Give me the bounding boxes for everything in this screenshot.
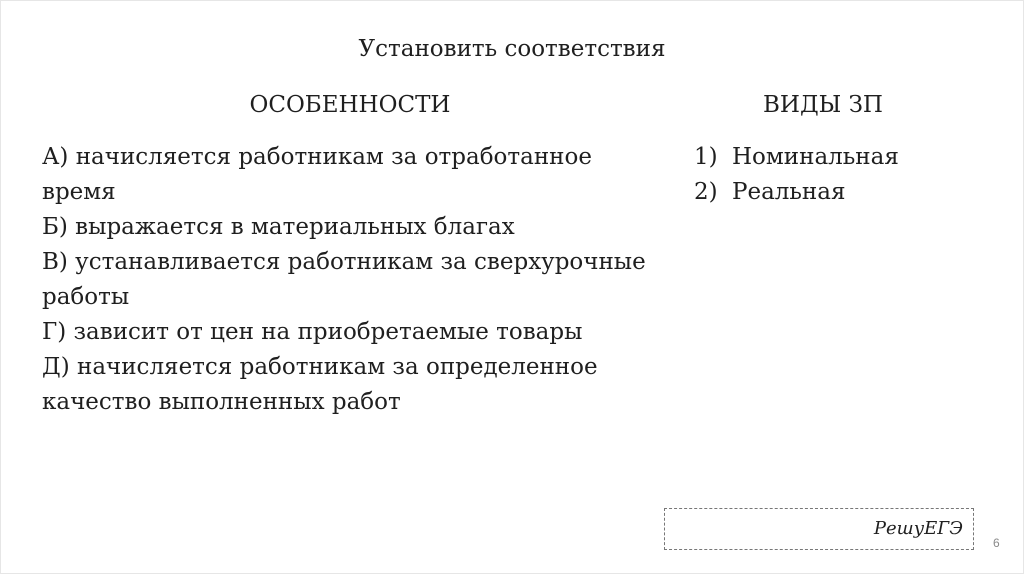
type-label: Номинальная [732, 144, 899, 170]
feature-item-c: В) устанавливается работникам за сверхурочные работы [42, 249, 646, 310]
feature-item-d: Г) зависит от цен на приобретаемые товары [42, 319, 583, 345]
features-header: ОСОБЕННОСТИ [249, 92, 451, 118]
features-list [42, 140, 662, 420]
page-number: 6 [993, 536, 1000, 550]
reshuege-logo: РешуЕГЭ [873, 518, 963, 539]
slide-title: Установить соответствия [358, 36, 666, 62]
types-list [694, 140, 994, 210]
type-number: 1) [694, 144, 718, 170]
type-item-2 [694, 175, 994, 210]
feature-item-b: Б) выражается в материальных благах [42, 214, 515, 240]
feature-item-a: А) начисляется работникам за отработанное время [42, 144, 592, 205]
type-item-1 [694, 140, 994, 175]
reshuege-logo-box [664, 508, 974, 550]
type-number: 2) [694, 179, 718, 205]
types-header: ВИДЫ ЗП [763, 92, 883, 118]
type-label: Реальная [732, 179, 846, 205]
feature-item-e: Д) начисляется работникам за определенное качество выполненных работ [42, 354, 598, 415]
